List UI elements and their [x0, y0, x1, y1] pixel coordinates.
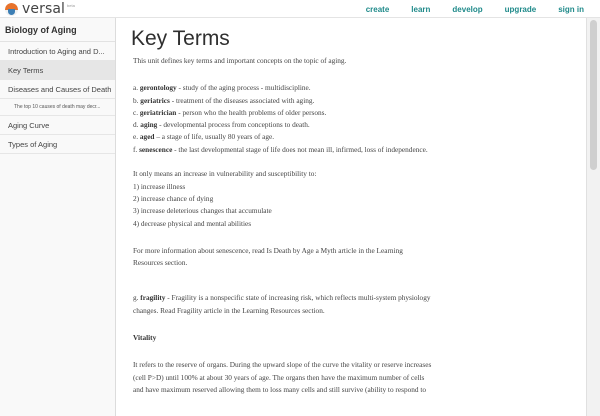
scrollbar-thumb[interactable] — [590, 20, 597, 170]
sidebar-item-label: Diseases and Causes of Death — [8, 84, 112, 94]
vitality-text: and have maximum reserved allowing them to loss many cells and still survive (ability to respond to — [133, 384, 427, 394]
sidebar-item-introduction[interactable] — [0, 42, 115, 61]
versal-logo-icon — [5, 3, 18, 16]
term-item: a. gerontology - study of the aging process - multidiscipline. — [133, 83, 311, 93]
sidebar-item-types-of-aging[interactable] — [0, 135, 115, 154]
more-info-text: Resources section. — [133, 258, 188, 268]
term-item: d. aging - developmental process from conceptions to death. — [133, 120, 310, 130]
term-item: b. geriatrics - treatment of the diseases associated with aging. — [133, 95, 315, 105]
term-name: geriatrics — [140, 95, 170, 105]
intro-text: This unit defines key terms and important concepts on the topic of aging. — [133, 56, 347, 65]
sidebar-item-label: Types of Aging — [8, 139, 58, 149]
sidebar-subitem-label: The top 10 causes of death may decr... — [14, 104, 101, 110]
sidebar-item-label: Key Terms — [8, 65, 44, 75]
vitality-heading: Vitality — [133, 333, 157, 343]
term-name: aging — [140, 120, 158, 130]
vitality-text: It refers to the reserve of organs. During the upward slope of the curve the vitality or reserve increases — [133, 360, 432, 370]
vitality-text: (cell P>D) until 100% at about 30 years of age. The organs then have the maximum number of cells — [133, 372, 425, 382]
term-name: senescence — [139, 144, 173, 154]
top-nav — [344, 0, 584, 18]
page-title: Key Terms — [131, 27, 230, 50]
brand-name: versal — [22, 1, 66, 17]
term-name: geriatrician — [139, 107, 177, 117]
fragility-item: g. fragility - Fragility is a nonspecific state of increasing risk, which reflects multi-system physiology — [133, 293, 431, 303]
sidebar-subitem-top-10-causes[interactable] — [0, 99, 115, 116]
nav-upgrade[interactable]: upgrade — [504, 4, 537, 14]
article-body — [133, 55, 578, 396]
course-title[interactable]: Biology of Aging — [0, 18, 115, 42]
list-item: 2) increase chance of dying — [133, 193, 214, 203]
sidebar-item-label: Introduction to Aging and D... — [8, 46, 105, 56]
nav-learn[interactable]: learn — [411, 4, 431, 14]
sidebar-item-diseases[interactable] — [0, 80, 115, 99]
brand-beta-badge: beta — [67, 3, 75, 8]
term-item: c. geriatrician - person who the health problems of older persons. — [133, 107, 327, 117]
versal-logo[interactable] — [5, 1, 75, 17]
top-bar — [0, 0, 600, 18]
sidebar-item-label: Aging Curve — [8, 120, 50, 130]
nav-create[interactable]: create — [365, 4, 390, 14]
term-name: gerontology — [139, 83, 177, 93]
sidebar-item-aging-curve[interactable] — [0, 116, 115, 135]
term-name: aged — [139, 132, 155, 142]
list-item: 3) increase deleterious changes that accumulate — [133, 206, 272, 216]
list-item: 1) increase illness — [133, 181, 186, 191]
sidebar-item-key-terms[interactable] — [0, 61, 115, 80]
more-info-text: For more information about senescence, read Is Death by Age a Myth article in the Learning — [133, 245, 403, 255]
term-item: e. aged – a stage of life, usually 80 years of age. — [133, 132, 275, 142]
main-content — [117, 18, 586, 416]
nav-sign-in[interactable]: sign in — [558, 4, 584, 14]
senescence-intro: It only means an increase in vulnerability and susceptibility to: — [133, 169, 317, 179]
nav-develop[interactable]: develop — [452, 4, 483, 14]
term-item: f. senescence - the last developmental stage of life does not mean ill, infirmed, loss of independence. — [133, 144, 428, 154]
term-name: fragility — [140, 293, 166, 303]
course-sidebar — [0, 18, 116, 416]
page-scrollbar[interactable] — [586, 18, 600, 416]
fragility-text: changes. Read Fragility article in the Learning Resources section. — [133, 305, 325, 315]
list-item: 4) decrease physical and mental abilities — [133, 218, 252, 228]
